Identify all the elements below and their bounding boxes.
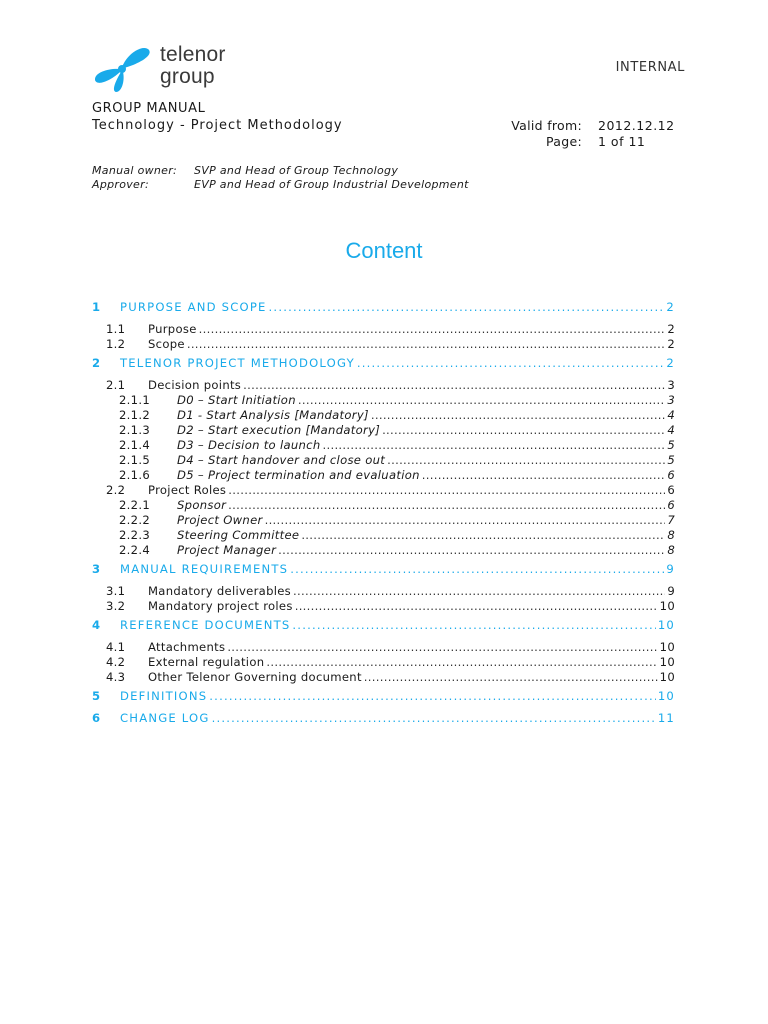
toc-entry[interactable]	[92, 378, 675, 393]
valid-from-label: Valid from:	[511, 118, 582, 133]
toc-entry-title: Project Manager	[177, 543, 277, 557]
telenor-logo	[92, 42, 242, 94]
approver-row	[92, 178, 469, 192]
toc-entry-page: 9	[667, 584, 675, 598]
toc-entry-page: 2	[667, 337, 675, 351]
toc-entry-page: 3	[667, 378, 675, 392]
toc-entry-title: D1 - Start Analysis [Mandatory]	[177, 408, 369, 422]
toc-entry[interactable]	[92, 438, 675, 453]
ownership-block	[92, 164, 469, 192]
toc-entry-number: 1	[92, 300, 102, 314]
toc-entry-title: Other Telenor Governing document	[148, 670, 362, 684]
toc-entry-page: 6	[667, 483, 675, 497]
toc-dot-leader	[301, 528, 665, 543]
toc-entry-page: 5	[667, 438, 675, 452]
toc-entry-page: 2	[666, 356, 675, 370]
toc-entry-page: 10	[657, 689, 675, 703]
toc-entry-title: D5 – Project termination and evaluation	[177, 468, 420, 482]
toc-dot-leader	[298, 393, 665, 408]
toc-entry-number: 6	[92, 711, 102, 725]
toc-entry-title: External regulation	[148, 655, 265, 669]
page-label: Page:	[546, 134, 582, 149]
toc-entry-page: 9	[666, 562, 675, 576]
toc-entry-page: 6	[667, 498, 675, 512]
toc-entry-page: 10	[659, 599, 675, 613]
toc-entry-title: MANUAL REQUIREMENTS	[120, 562, 289, 576]
toc-entry-title: D2 – Start execution [Mandatory]	[177, 423, 381, 437]
toc-dot-leader	[278, 543, 665, 558]
toc-entry-number: 2.2.3	[119, 528, 150, 542]
toc-entry-title: Mandatory deliverables	[148, 584, 292, 598]
toc-dot-leader	[265, 513, 666, 528]
toc-entry-number: 4.1	[106, 640, 126, 654]
toc-dot-leader	[295, 599, 658, 614]
toc-dot-leader	[209, 689, 656, 704]
manual-title: GROUP MANUAL	[92, 101, 206, 116]
toc-entry-number: 1.2	[106, 337, 126, 351]
toc-entry-page: 8	[667, 543, 675, 557]
toc-entry-number: 3	[92, 562, 102, 576]
toc-entry-number: 5	[92, 689, 102, 703]
toc-dot-leader	[228, 483, 665, 498]
toc-dot-leader	[187, 337, 665, 352]
toc-entry-title: DEFINITIONS	[120, 689, 208, 703]
meta-labels	[500, 118, 582, 150]
toc-entry-page: 10	[659, 655, 675, 669]
toc-entry-title: D4 – Start handover and close out	[177, 453, 386, 467]
toc-entry[interactable]	[92, 483, 675, 498]
toc-entry-number: 2.1.3	[119, 423, 150, 437]
toc-dot-leader	[227, 640, 657, 655]
valid-from-value: 2012.12.12	[598, 118, 675, 133]
logo-line-group: group	[160, 65, 215, 88]
logo-wordmark	[160, 44, 226, 88]
toc-dot-leader	[322, 438, 665, 453]
toc-entry[interactable]	[92, 584, 675, 599]
toc-entry-number: 3.2	[106, 599, 126, 613]
toc-entry-number: 2.1.2	[119, 408, 150, 422]
toc-entry-number: 3.1	[106, 584, 126, 598]
toc-entry[interactable]	[92, 670, 675, 685]
owner-label: Manual owner:	[92, 164, 178, 177]
toc-entry-title: Steering Committee	[177, 528, 300, 542]
toc-entry[interactable]	[92, 711, 675, 726]
toc-dot-leader	[364, 670, 658, 685]
toc-entry-page: 8	[667, 528, 675, 542]
toc-dot-leader	[292, 618, 655, 633]
content-heading: Content	[345, 238, 423, 263]
toc-entry-page: 4	[667, 408, 675, 422]
toc-dot-leader	[290, 562, 664, 577]
toc-dot-leader	[371, 408, 665, 423]
toc-entry-page: 10	[659, 670, 675, 684]
toc-entry-number: 2.1	[106, 378, 126, 392]
toc-dot-leader	[357, 356, 665, 371]
toc-entry[interactable]	[92, 618, 675, 633]
toc-dot-leader	[199, 322, 666, 337]
toc-dot-leader	[228, 498, 665, 513]
toc-entry-page: 4	[667, 423, 675, 437]
toc-entry[interactable]	[92, 300, 675, 315]
toc-entry-page: 7	[667, 513, 675, 527]
telenor-propeller-icon	[92, 42, 152, 94]
toc-entry-title: Purpose	[148, 322, 197, 336]
toc-entry-number: 4	[92, 618, 102, 632]
toc-entry-number: 2.2.1	[119, 498, 150, 512]
toc-entry-number: 2.1.5	[119, 453, 150, 467]
toc-dot-leader	[212, 711, 656, 726]
toc-entry[interactable]	[92, 640, 675, 655]
toc-entry-title: Sponsor	[177, 498, 227, 512]
toc-entry-page: 5	[667, 453, 675, 467]
toc-entry-number: 2	[92, 356, 102, 370]
page-value: 1 of 11	[598, 134, 646, 149]
toc-entry-title: Scope	[148, 337, 185, 351]
approver-label: Approver:	[92, 178, 149, 191]
meta-values	[598, 118, 675, 150]
toc-entry-title: TELENOR PROJECT METHODOLOGY	[120, 356, 355, 370]
toc-entry[interactable]	[92, 468, 675, 483]
toc-entry-number: 2.2.4	[119, 543, 150, 557]
toc-dot-leader	[266, 655, 657, 670]
toc-entry-title: REFERENCE DOCUMENTS	[120, 618, 291, 632]
toc-entry[interactable]	[92, 599, 675, 614]
toc-entry-title: D0 – Start Initiation	[177, 393, 296, 407]
toc-entry-page: 2	[667, 322, 675, 336]
toc-entry-title: Decision points	[148, 378, 242, 392]
toc-entry-page: 10	[657, 618, 675, 632]
toc-entry-title: Mandatory project roles	[148, 599, 293, 613]
toc-entry-number: 2.2.2	[119, 513, 150, 527]
toc-entry[interactable]	[92, 408, 675, 423]
toc-entry[interactable]	[92, 562, 675, 577]
toc-entry[interactable]	[92, 322, 675, 337]
approver-value: EVP and Head of Group Industrial Development	[194, 178, 469, 191]
toc-entry-title: Attachments	[148, 640, 226, 654]
toc-entry[interactable]	[92, 513, 675, 528]
toc-entry[interactable]	[92, 356, 675, 371]
toc-dot-leader	[269, 300, 665, 315]
manual-subtitle: Technology - Project Methodology	[92, 118, 343, 133]
owner-row	[92, 164, 469, 178]
toc-entry-page: 6	[667, 468, 675, 482]
toc-entry-number: 2.1.4	[119, 438, 150, 452]
toc-dot-leader	[243, 378, 665, 393]
toc-entry-title: Project Roles	[148, 483, 227, 497]
toc-entry[interactable]	[92, 528, 675, 543]
toc-entry-page: 11	[657, 711, 675, 725]
toc-entry-page: 2	[666, 300, 675, 314]
toc-entry-number: 2.1.1	[119, 393, 150, 407]
toc-entry[interactable]	[92, 498, 675, 513]
table-of-contents	[92, 296, 675, 733]
toc-entry-number: 2.2	[106, 483, 126, 497]
toc-dot-leader	[387, 453, 665, 468]
toc-entry[interactable]	[92, 655, 675, 670]
toc-entry-title: Project Owner	[177, 513, 263, 527]
toc-entry-page: 3	[667, 393, 675, 407]
toc-entry-number: 4.2	[106, 655, 126, 669]
toc-entry-number: 2.1.6	[119, 468, 150, 482]
toc-entry-title: CHANGE LOG	[120, 711, 210, 725]
toc-dot-leader	[382, 423, 665, 438]
classification-label: INTERNAL	[615, 60, 685, 75]
toc-entry[interactable]	[92, 337, 675, 352]
toc-entry-page: 10	[659, 640, 675, 654]
toc-dot-leader	[293, 584, 665, 599]
toc-entry[interactable]	[92, 453, 675, 468]
toc-entry[interactable]	[92, 393, 675, 408]
toc-entry[interactable]	[92, 689, 675, 704]
toc-entry[interactable]	[92, 543, 675, 558]
toc-entry-number: 1.1	[106, 322, 126, 336]
owner-value: SVP and Head of Group Technology	[194, 164, 399, 177]
toc-dot-leader	[422, 468, 666, 483]
toc-entry[interactable]	[92, 423, 675, 438]
logo-line-telenor: telenor	[160, 43, 226, 66]
toc-entry-number: 4.3	[106, 670, 126, 684]
toc-entry-title: PURPOSE AND SCOPE	[120, 300, 267, 314]
toc-entry-title: D3 – Decision to launch	[177, 438, 321, 452]
